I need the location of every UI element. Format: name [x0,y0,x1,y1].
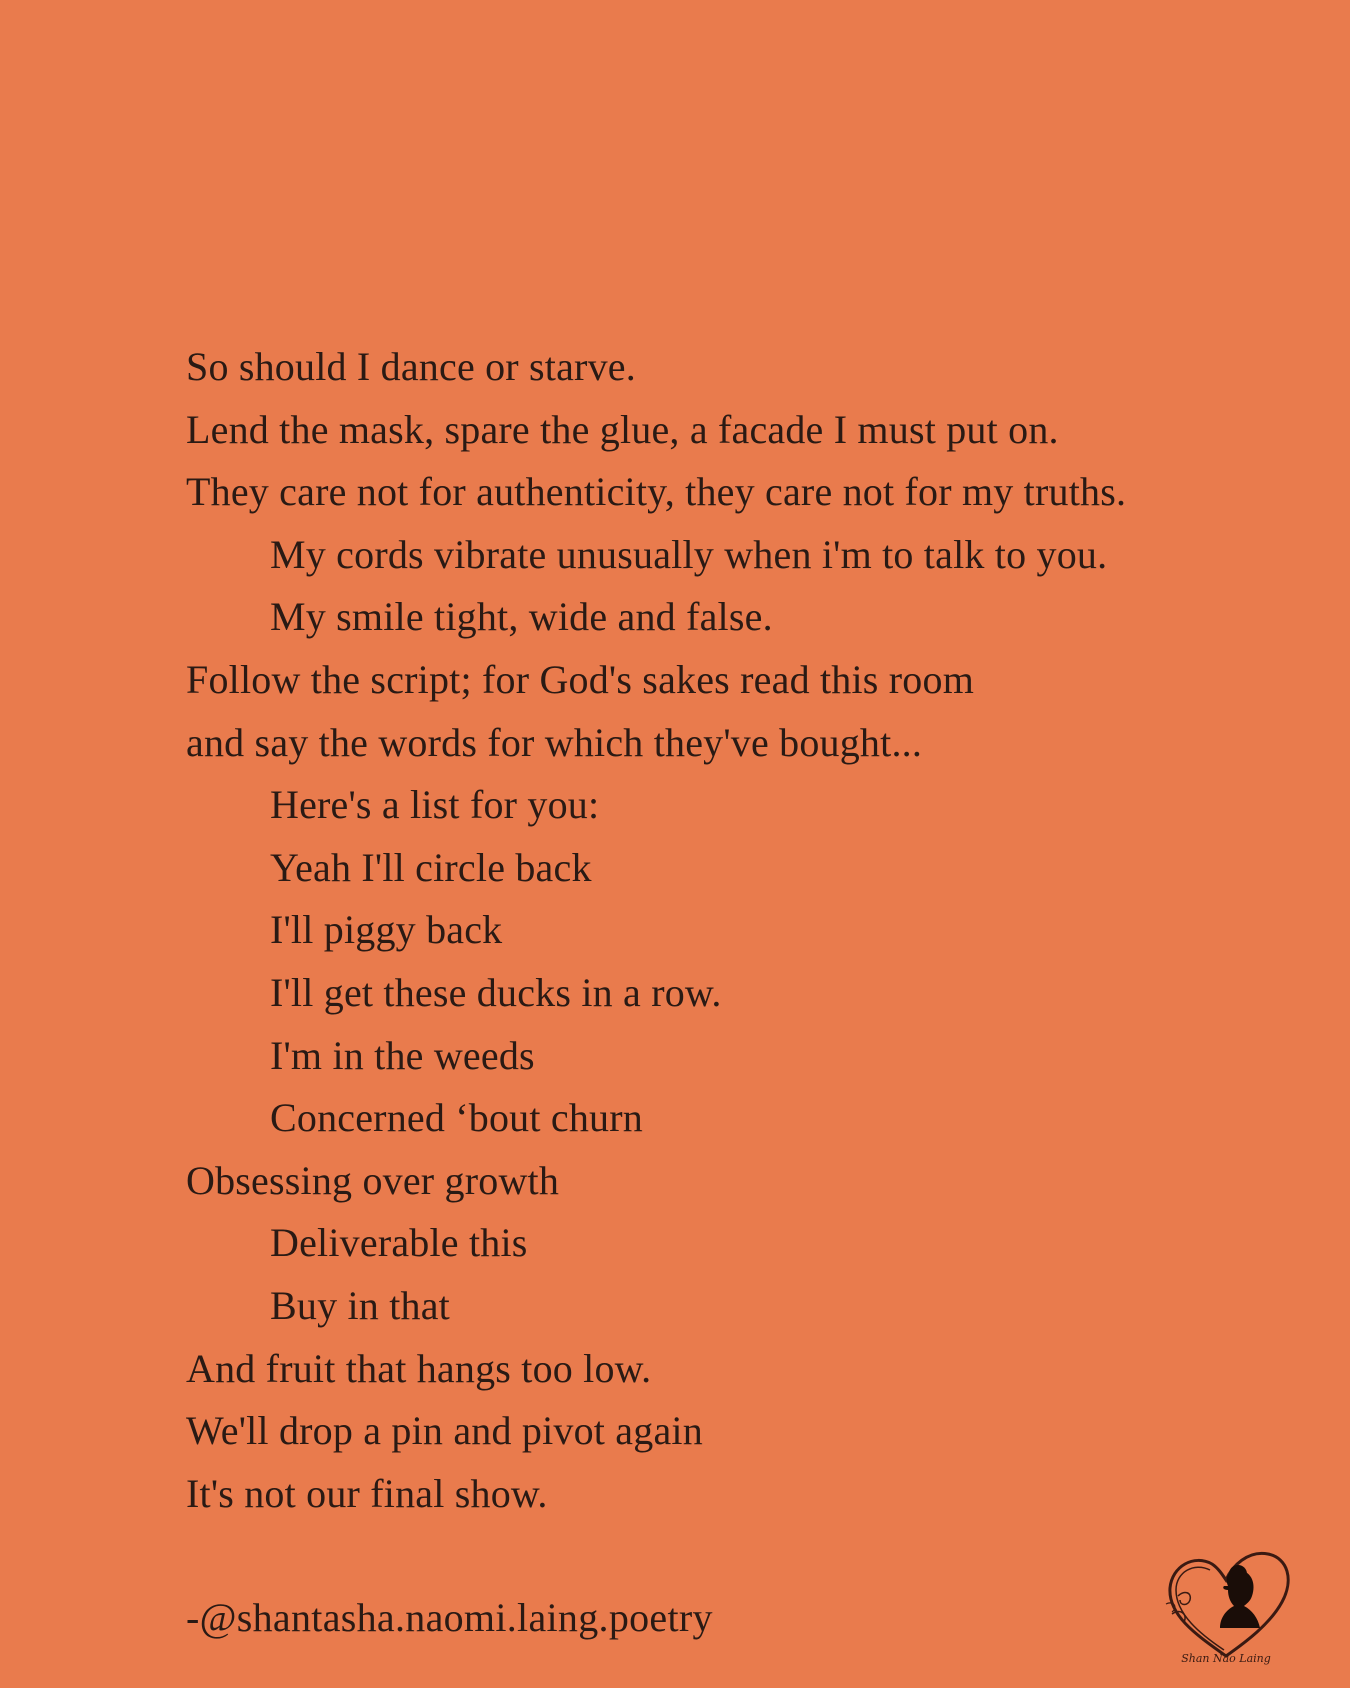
poem-line: My cords vibrate unusually when i'm to talk to you. [270,531,1108,577]
poem-line: And fruit that hangs too low. [186,1345,652,1391]
poem-line: Yeah I'll circle back [270,844,592,890]
poem-line: I'll get these ducks in a row. [270,969,722,1015]
poem-line: Deliverable this [270,1220,528,1266]
poem-line: It's not our final show. [186,1470,548,1516]
poem-line: Concerned ‘bout churn [270,1095,643,1141]
poem-line: We'll drop a pin and pivot again [186,1408,703,1454]
poem-line: Lend the mask, spare the glue, a facade I must put on. [186,406,1059,452]
poem-line: They care not for authenticity, they care not for my truths. [186,469,1127,515]
poem-line: Obsessing over growth [186,1157,560,1203]
poem-line: Follow the script; for God's sakes read this room [186,656,975,702]
poem-line: My smile tight, wide and false. [270,594,773,640]
logo-script-text: Shan Nao Laing [1181,1652,1271,1665]
heart-silhouette-logo-icon [1158,1544,1294,1672]
poem-body [186,336,1306,1525]
author-signature: -@shantasha.naomi.laing.poetry [186,1595,713,1640]
poem-line: Here's a list for you: [270,782,600,828]
poem-line: So should I dance or starve. [186,344,636,389]
poem-line: Buy in that [270,1282,450,1328]
poem-line: and say the words for which they've bought... [186,719,923,765]
poem-line: I'm in the weeds [270,1032,535,1078]
poem-line: I'll piggy back [270,907,503,953]
